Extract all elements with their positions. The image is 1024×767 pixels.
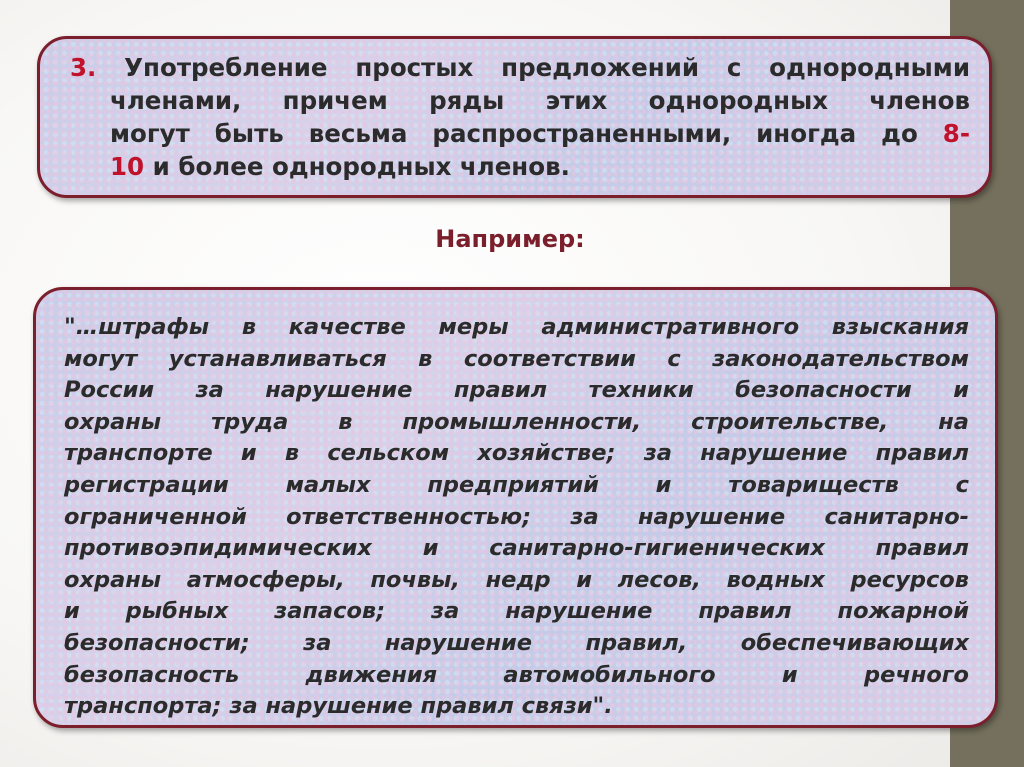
quote-line: России за нарушение правил техники безопасности и	[64, 377, 969, 404]
quote-line: могут устанавливаться в соответствии с законодательством	[64, 345, 969, 372]
quote-line: противоэпидимических и санитарно-гигиенических правил	[64, 535, 969, 562]
point-line-3-text: могут быть весьма распространенными, иногда до	[110, 119, 943, 148]
point-box	[37, 36, 992, 198]
quote-line: охраны труда в промышленности, строительстве, на	[64, 408, 969, 435]
example-heading: Например:	[435, 225, 585, 253]
quote-line: безопасности; за нарушение правил, обеспечивающих	[64, 629, 969, 656]
quote-line: ограниченной ответственностью; за нарушение санитарно-	[64, 503, 969, 530]
point-line-1-text: Употребление простых предложений с однородными	[124, 53, 970, 82]
quote-line: охраны атмосферы, почвы, недр и лесов, водных ресурсов	[64, 566, 969, 593]
point-text	[70, 51, 970, 183]
quote-text	[64, 312, 969, 723]
point-line-2: членами, причем ряды этих однородных членов	[110, 86, 970, 115]
point-line-1	[70, 51, 970, 84]
range-end: 10	[110, 152, 145, 181]
quote-line: регистрации малых предприятий и товариществ с	[64, 471, 969, 498]
quote-line: транспорте и в сельском хозяйстве; за нарушение правил	[64, 440, 969, 467]
quote-line: безопасность движения автомобильного и речного	[64, 661, 969, 688]
point-line-4	[70, 150, 970, 183]
range-start: 8-	[942, 119, 970, 148]
point-line-4-text: и более однородных членов.	[144, 152, 570, 181]
point-number: 3.	[70, 53, 97, 82]
quote-line: и рыбных запасов; за нарушение правил пожарной	[64, 598, 969, 625]
quote-box	[33, 287, 998, 728]
quote-line: "…штрафы в качестве меры административного взыскания	[64, 314, 969, 340]
point-line-3	[70, 117, 970, 150]
quote-line: транспорта; за нарушение правил связи".	[64, 693, 613, 720]
